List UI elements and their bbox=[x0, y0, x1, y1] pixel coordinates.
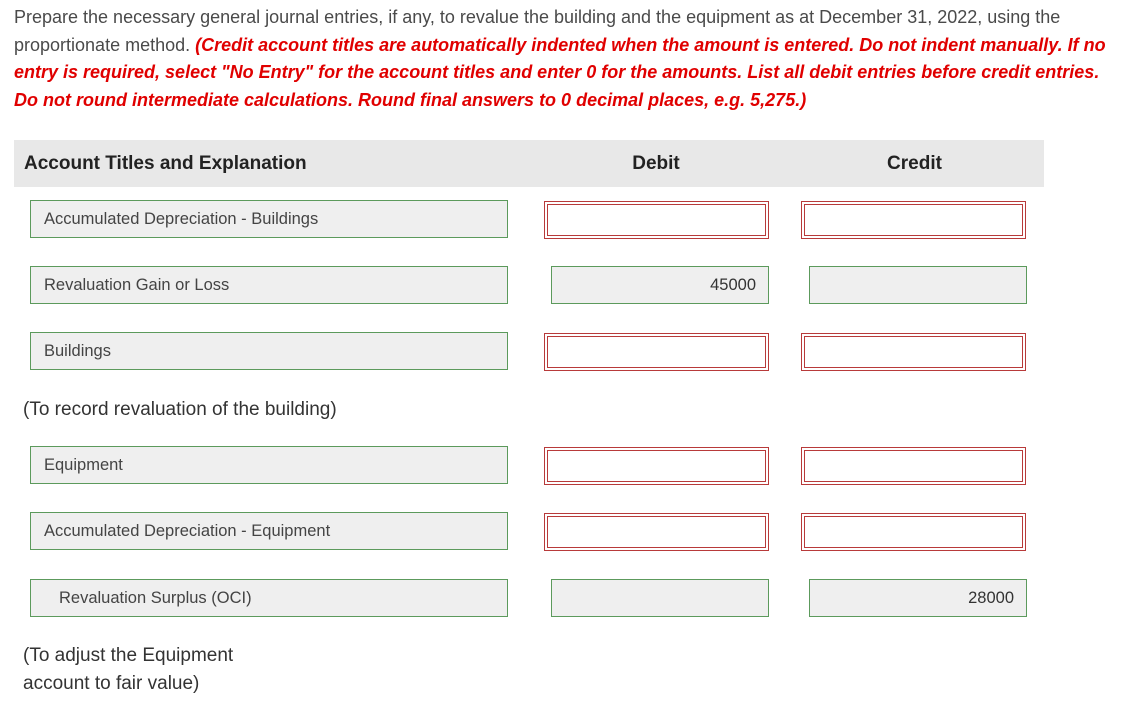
col-debit-header: Debit bbox=[632, 153, 680, 174]
credit-input-1[interactable] bbox=[801, 201, 1026, 239]
account-select-6[interactable]: Revaluation Surplus (OCI) bbox=[30, 579, 508, 617]
credit-input-6[interactable]: 28000 bbox=[809, 579, 1027, 617]
col-account-header: Account Titles and Explanation bbox=[24, 153, 307, 174]
credit-input-4[interactable] bbox=[801, 447, 1026, 485]
debit-input-6[interactable] bbox=[551, 579, 769, 617]
debit-input-2[interactable]: 45000 bbox=[551, 266, 769, 304]
instructions-emphasis: (Credit account titles are automatically indented when the amount is entered. Do not indent manually. If no entry is required, select "No Entry" for the account titles and enter 0 for the amounts. List all debit entries before credit entries. Do not round intermediate calculations. Round final answers to 0 decimal places, e.g. 5,275.) bbox=[14, 34, 1106, 110]
table-header bbox=[14, 140, 1044, 187]
account-select-4[interactable]: Equipment bbox=[30, 446, 508, 484]
credit-input-5[interactable] bbox=[801, 513, 1026, 551]
building-entry-note: (To record revaluation of the building) bbox=[23, 399, 337, 420]
debit-input-5[interactable] bbox=[544, 513, 769, 551]
debit-input-4[interactable] bbox=[544, 447, 769, 485]
instructions-text: Prepare the necessary general journal entries, if any, to revalue the building and the equipment as at December 31, 2022, using the proportionate method. bbox=[14, 7, 1061, 55]
account-select-5[interactable]: Accumulated Depreciation - Equipment bbox=[30, 512, 508, 550]
equipment-entry-note-line2: account to fair value) bbox=[23, 673, 200, 694]
account-select-2[interactable]: Revaluation Gain or Loss bbox=[30, 266, 508, 304]
debit-input-3[interactable] bbox=[544, 333, 769, 371]
instructions bbox=[14, 4, 1124, 114]
credit-input-2[interactable] bbox=[809, 266, 1027, 304]
debit-input-1[interactable] bbox=[544, 201, 769, 239]
account-select-1[interactable]: Accumulated Depreciation - Buildings bbox=[30, 200, 508, 238]
account-select-3[interactable]: Buildings bbox=[30, 332, 508, 370]
equipment-entry-note-line1: (To adjust the Equipment bbox=[23, 645, 234, 666]
credit-input-3[interactable] bbox=[801, 333, 1026, 371]
col-credit-header: Credit bbox=[887, 153, 942, 174]
